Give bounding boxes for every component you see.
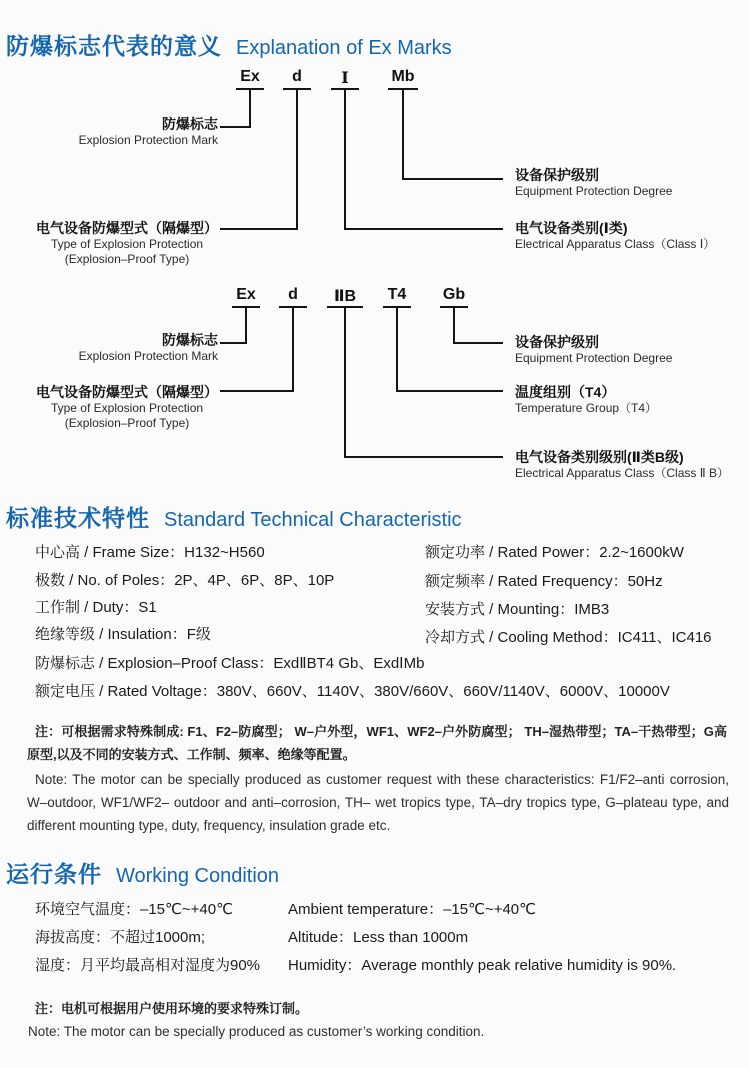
diagram2-term-iib: ⅡB bbox=[333, 288, 357, 305]
label-zh: 防爆标志 bbox=[162, 116, 218, 132]
label-zh: 电气设备类别(Ⅰ类) bbox=[515, 220, 628, 236]
diagram2-connector-t4-vertical bbox=[396, 306, 398, 392]
diagram2-label-explosion-protection-mark bbox=[79, 332, 218, 364]
label-zh: 电气设备防爆型式（隔爆型） bbox=[36, 384, 218, 400]
diagram2-label-type-of-explosion-protection bbox=[36, 384, 218, 431]
note-working-en: Note: The motor can be specially produced as customer’s working condition. bbox=[28, 1024, 485, 1039]
diagram1-connector-d-horizontal bbox=[220, 228, 298, 230]
spec-mounting: 安装方式 / Mounting：IMB3 bbox=[425, 601, 610, 618]
spec-rated-power: 额定功率 / Rated Power：2.2~1600kW bbox=[425, 544, 684, 561]
condition-ambient-en: Ambient temperature：–15℃~+40℃ bbox=[288, 901, 536, 918]
label-en: Temperature Group（T4） bbox=[515, 401, 658, 415]
label-zh: 设备保护级别 bbox=[515, 167, 599, 183]
label-en: Explosion Protection Mark bbox=[78, 349, 218, 363]
condition-humidity-zh: 湿度：月平均最高相对湿度为90% bbox=[35, 957, 261, 974]
diagram1-term-mb: Mb bbox=[391, 68, 415, 85]
diagram1-label-type-of-explosion-protection bbox=[36, 220, 218, 267]
diagram1-term-d: d bbox=[292, 68, 302, 85]
diagram2-term-gb: Gb bbox=[442, 286, 466, 303]
label-zh: 设备保护级别 bbox=[515, 334, 599, 350]
diagram1-connector-i-horizontal bbox=[344, 228, 503, 230]
heading-zh: 防爆标志代表的意义 bbox=[6, 33, 222, 59]
diagram2-term-ex: Ex bbox=[236, 286, 256, 303]
label-en: Type of Explosion Protection bbox=[50, 401, 204, 415]
diagram2-connector-iib-horizontal bbox=[344, 456, 503, 458]
diagram2-label-electrical-apparatus-class bbox=[515, 449, 729, 481]
spec-rated-voltage: 额定电压 / Rated Voltage：380V、660V、1140V、380V/660V、660V/1140V、6000V、10000V bbox=[35, 683, 670, 700]
label-zh: 电气设备类别级别(Ⅱ类B级) bbox=[515, 449, 684, 465]
section-technical-heading bbox=[6, 500, 462, 533]
diagram1-connector-mb-horizontal bbox=[402, 178, 503, 180]
diagram1-term-i: Ⅰ bbox=[341, 70, 349, 87]
section-working-heading bbox=[6, 856, 279, 889]
diagram2-label-equipment-protection-degree bbox=[515, 334, 672, 366]
diagram1-label-equipment-protection-degree bbox=[515, 167, 672, 199]
diagram2-term-t4: T4 bbox=[387, 286, 407, 303]
diagram2-connector-d-horizontal bbox=[220, 390, 294, 392]
diagram2-label-temperature-group bbox=[515, 384, 657, 416]
diagram1-connector-i-vertical bbox=[344, 88, 346, 230]
diagram2-connector-t4-horizontal bbox=[396, 390, 503, 392]
label-en: Equipment Protection Degree bbox=[515, 184, 673, 198]
spec-explosion-proof-class: 防爆标志 / Explosion–Proof Class：ExdⅡBT4 Gb、ExdⅠMb bbox=[35, 655, 425, 672]
diagram1-label-explosion-protection-mark bbox=[79, 116, 218, 148]
diagram2-connector-iib-vertical bbox=[344, 306, 346, 458]
note-technical-zh: 注：可根据需求特殊制成: F1、F2–防腐型； W–户外型，WF1、WF2–户外防腐型； TH–湿热带型；TA–干热带型；G高原型,以及不同的安装方式、工作制、频率、绝缘等配置。 bbox=[27, 724, 727, 762]
diagram2-connector-ex-horizontal bbox=[220, 342, 247, 344]
diagram1-connector-ex-vertical bbox=[249, 88, 251, 128]
spec-cooling-method: 冷却方式 / Cooling Method：IC411、IC416 bbox=[425, 629, 712, 646]
label-zh: 温度组别（T4） bbox=[515, 384, 616, 400]
label-en: Type of Explosion Protection bbox=[50, 237, 204, 251]
label-en: Equipment Protection Degree bbox=[515, 351, 673, 365]
diagram2-connector-ex-vertical bbox=[245, 306, 247, 344]
spec-rated-frequency: 额定频率 / Rated Frequency：50Hz bbox=[425, 573, 663, 590]
spec-insulation: 绝缘等级 / Insulation：F级 bbox=[35, 626, 211, 643]
heading-en: Working Condition bbox=[116, 865, 280, 887]
condition-ambient-zh: 环境空气温度：–15℃~+40℃ bbox=[35, 901, 233, 918]
heading-en: Explanation of Ex Marks bbox=[236, 37, 452, 59]
diagram1-term-ex: Ex bbox=[240, 68, 260, 85]
condition-humidity-en: Humidity：Average monthly peak relative humidity is 90%. bbox=[288, 957, 677, 974]
section-ex-marks-heading bbox=[6, 28, 452, 61]
heading-zh: 标准技术特性 bbox=[6, 505, 150, 531]
diagram2-term-d: d bbox=[288, 286, 298, 303]
label-en: Electrical Apparatus Class（Class Ⅱ B） bbox=[515, 466, 729, 480]
label-en: Explosion Protection Mark bbox=[78, 133, 218, 147]
spec-poles: 极数 / No. of Poles：2P、4P、6P、8P、10P bbox=[35, 572, 335, 589]
diagram2-connector-gb-horizontal bbox=[453, 342, 503, 344]
diagram1-label-electrical-apparatus-class bbox=[515, 220, 715, 252]
spec-frame-size: 中心高 / Frame Size：H132~H560 bbox=[35, 544, 265, 561]
diagram2-connector-gb-vertical bbox=[453, 306, 455, 344]
label-zh: 电气设备防爆型式（隔爆型） bbox=[36, 220, 218, 236]
condition-altitude-zh: 海拔高度：不超过1000m; bbox=[35, 929, 206, 946]
label-en: (Explosion–Proof Type) bbox=[64, 416, 190, 430]
note-working-zh: 注：电机可根据用户使用环境的要求特殊订制。 bbox=[35, 1001, 309, 1016]
label-en: (Explosion–Proof Type) bbox=[64, 252, 190, 266]
diagram1-connector-ex-horizontal bbox=[220, 126, 251, 128]
diagram2-connector-d-vertical bbox=[292, 306, 294, 392]
note-technical-en: Note: The motor can be specially produced as customer request with these characteristics: F1/F2–anti corrosion, W–outdoor, WF1/WF2– outdoor and anti–corrosion, TH– wet tropics type, TA–dry tropics type, G–plateau type, and different mounting type, duty, frequency, insulation grade etc. bbox=[27, 772, 729, 833]
heading-zh: 运行条件 bbox=[6, 861, 102, 887]
diagram1-connector-d-vertical bbox=[296, 88, 298, 230]
diagram1-connector-mb-vertical bbox=[402, 88, 404, 180]
label-zh: 防爆标志 bbox=[162, 332, 218, 348]
spec-duty: 工作制 / Duty：S1 bbox=[35, 599, 157, 616]
condition-altitude-en: Altitude：Less than 1000m bbox=[288, 929, 469, 946]
heading-en: Standard Technical Characteristic bbox=[164, 509, 462, 531]
label-en: Electrical Apparatus Class（Class Ⅰ） bbox=[515, 237, 716, 251]
